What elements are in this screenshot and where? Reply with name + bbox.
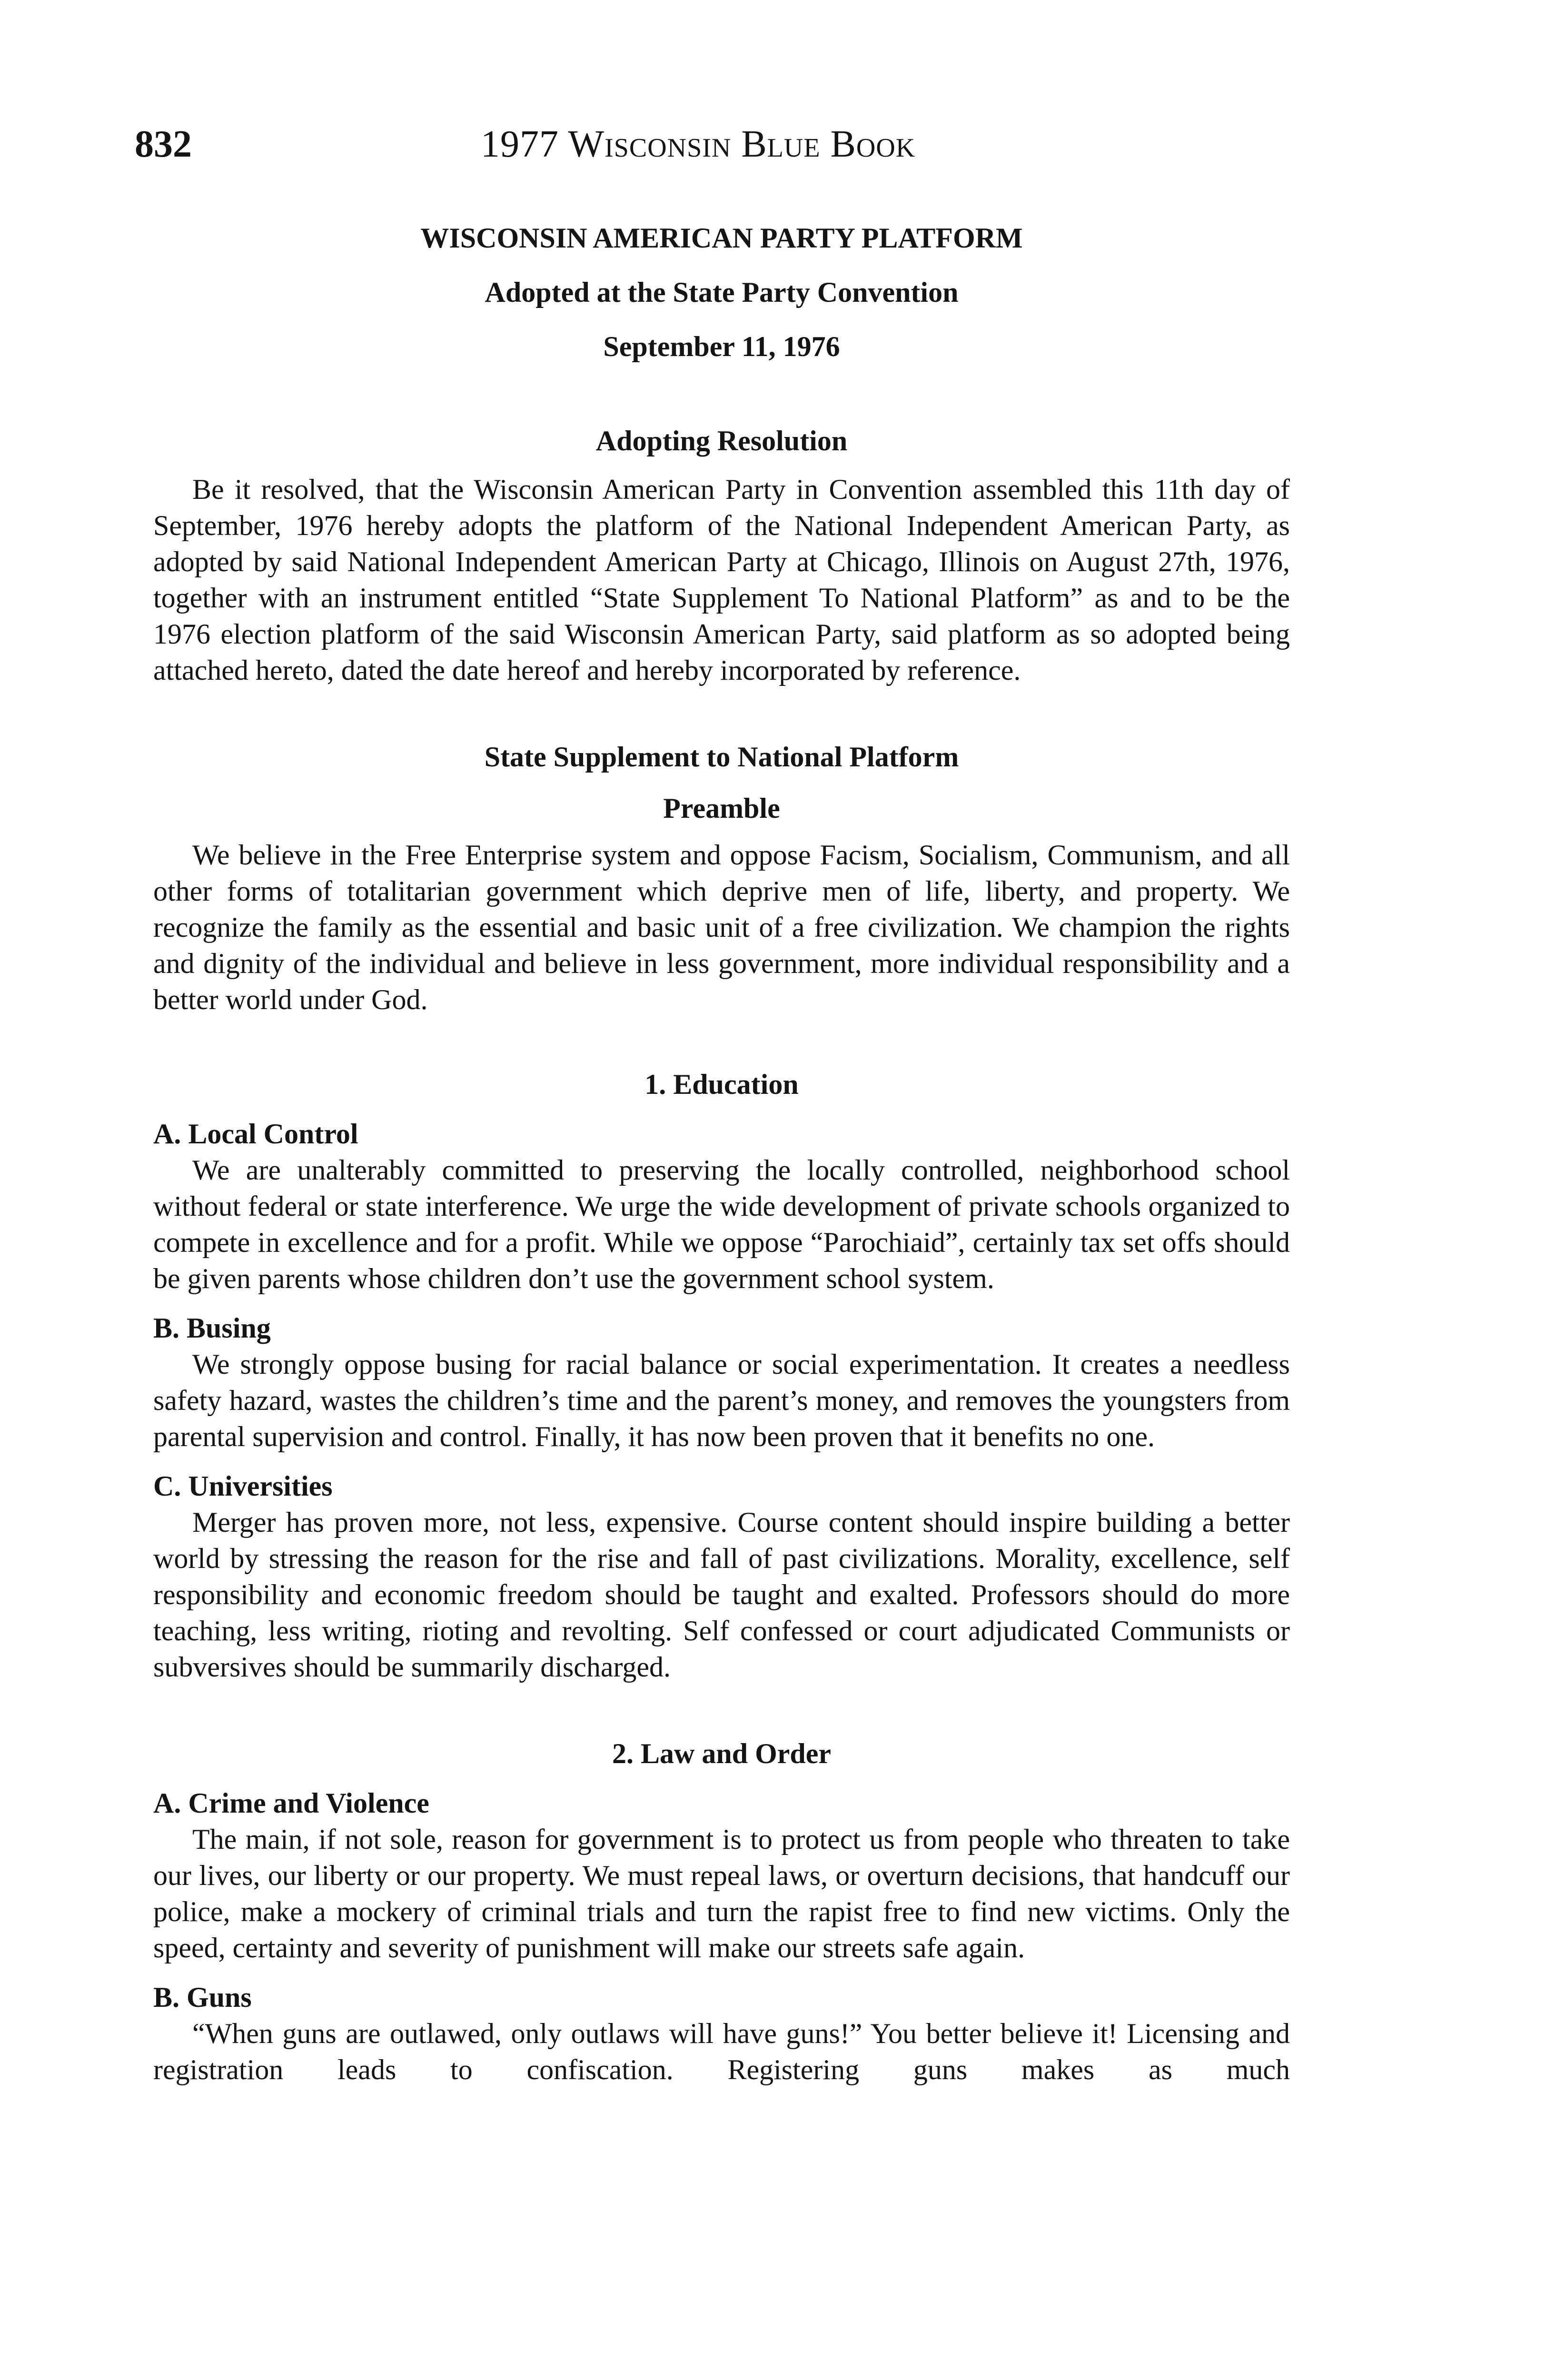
preamble-heading: Preamble bbox=[663, 793, 780, 824]
adopting-resolution-text: Be it resolved, that the Wisconsin American Party in Convention assembled this 11th day of September, 1976 hereby adopts the platform of the National Independent American Party, as adopted by said National Independent American Party at Chicago, Illinois on August 27th, 1976, together with an instrument entitled “State Supplement To National Platform” as and to be the 1976 election platform of the said Wisconsin American Party, said platform as so adopted being attached hereto, dated the date hereof and hereby incorporated by reference. bbox=[153, 474, 1290, 686]
item-guns-heading: B. Guns bbox=[153, 1982, 252, 2013]
section-education-heading: 1. Education bbox=[644, 1069, 799, 1100]
adopting-resolution-heading: Adopting Resolution bbox=[595, 425, 848, 456]
section-law-order-heading: 2. Law and Order bbox=[612, 1738, 832, 1769]
item-crime-violence-heading: A. Crime and Violence bbox=[153, 1787, 429, 1819]
item-busing-text: We strongly oppose busing for racial balance or social experimentation. It creates a needless safety hazard, wastes the children’s time and the parent’s money, and removes the youngsters from parental supervision and control. Finally, it has now been proven that it benefits no one. bbox=[153, 1349, 1290, 1452]
page-header bbox=[0, 123, 1546, 170]
item-universities-heading: C. Universities bbox=[153, 1470, 333, 1502]
item-crime-violence-text: The main, if not sole, reason for government is to protect us from people who threaten to take our lives, our liberty or our property. We must repeal laws, or overturn decisions, that handcuff our police, make a mockery of criminal trials and turn the rapist free to find new victims. Only the speed, certainty and severity of punishment will make our streets safe again. bbox=[153, 1824, 1290, 1964]
document-title: WISCONSIN AMERICAN PARTY PLATFORM bbox=[420, 222, 1023, 254]
item-busing-heading: B. Busing bbox=[153, 1312, 271, 1344]
running-title: 1977 Wisconsin Blue Book bbox=[481, 123, 916, 165]
item-guns-text: “When guns are outlawed, only outlaws will have guns!” You better believe it! Licensing and registration leads to confiscation. Registering guns makes as much bbox=[153, 2018, 1290, 2085]
document-body bbox=[153, 219, 1290, 2088]
item-local-control-heading: A. Local Control bbox=[153, 1118, 358, 1150]
item-local-control-text: We are unalterably committed to preserving the locally controlled, neighborhood school without federal or state interference. We urge the wide development of private schools organized to compete in excellence and for a profit. While we oppose “Parochiaid”, certainly tax set offs should be given parents whose children don’t use the government school system. bbox=[153, 1154, 1290, 1294]
item-universities-text: Merger has proven more, not less, expensive. Course content should inspire building a better world by stressing the reason for the rise and fall of past civilizations. Morality, excellence, self responsibility and economic freedom should be taught and exalted. Professors should do more teaching, less writing, rioting and revolting. Self confessed or court adjudicated Communists or subversives should be summarily discharged. bbox=[153, 1507, 1290, 1683]
page-number: 832 bbox=[135, 123, 192, 165]
supplement-heading: State Supplement to National Platform bbox=[484, 741, 959, 773]
document-subtitle: Adopted at the State Party Convention bbox=[485, 277, 959, 308]
preamble-text: We believe in the Free Enterprise system and oppose Facism, Socialism, Communism, and all other forms of totalitarian government which deprive men of life, liberty, and property. We recognize the family as the essential and basic unit of a free civilization. We champion the rights and dignity of the individual and believe in less government, more individual responsibility and a better world under God. bbox=[153, 839, 1290, 1015]
document-date: September 11, 1976 bbox=[603, 331, 840, 362]
